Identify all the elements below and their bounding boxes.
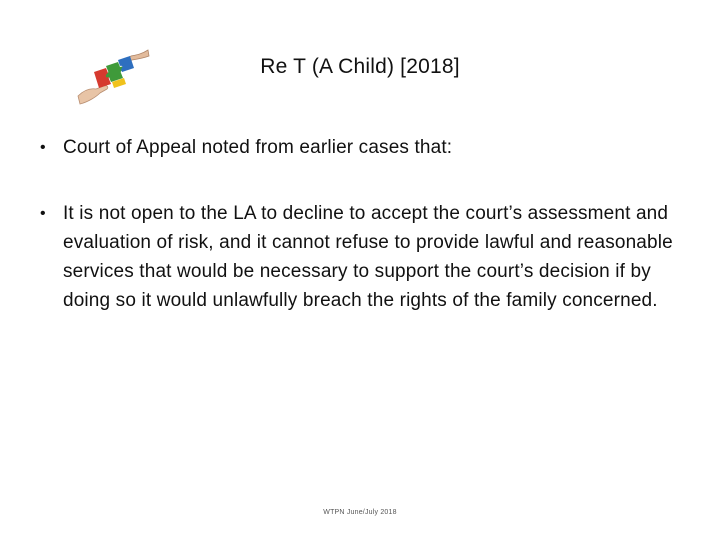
puzzle-pieces-hands-icon [76,46,150,106]
footer-text: WTPN June/July 2018 [323,509,397,516]
list-item [38,133,678,162]
bullet-icon: • [40,139,46,156]
slide-title: Re T (A Child) [2018] [260,55,460,78]
bullet-text: It is not open to the LA to decline to accept the court’s assessment and evaluation of risk, and it cannot refuse to provide lawful and reasonable services that would be necessary to support the court’s decision if by doing so it would unlawfully breach the rights of the family concerned. [63,203,673,311]
bullet-list [38,133,678,315]
list-item [38,199,678,315]
bullet-text: Court of Appeal noted from earlier cases that: [63,137,453,158]
bullet-icon: • [40,205,46,222]
